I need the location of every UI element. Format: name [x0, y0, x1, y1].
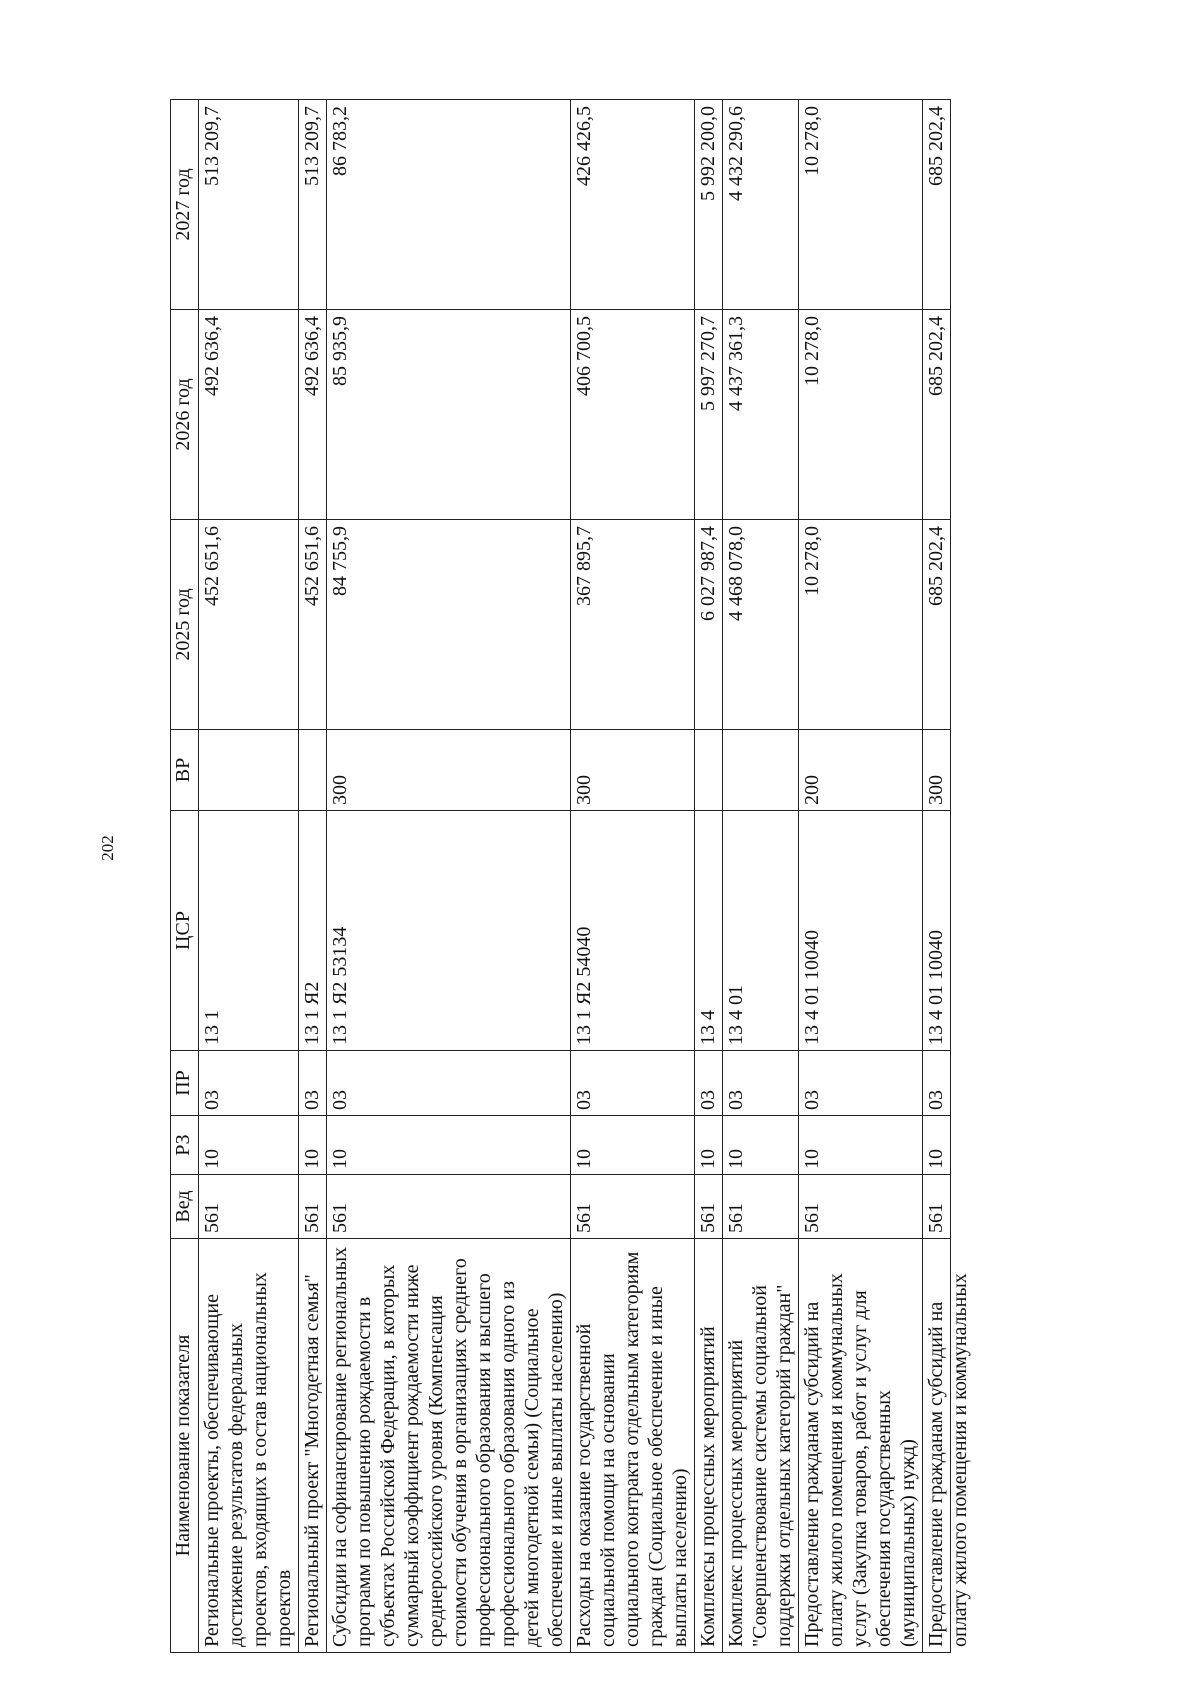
row-pr: 03 [923, 1051, 951, 1116]
row-name: Комплексы процессных мероприятий [695, 1239, 723, 1653]
row-vr: 300 [327, 730, 571, 811]
row-2027: 685 202,4 [923, 100, 951, 310]
row-pr: 03 [299, 1051, 327, 1116]
row-ved: 561 [199, 1175, 299, 1239]
row-vr [695, 730, 723, 811]
row-2026: 492 636,4 [299, 310, 327, 520]
row-name: Региональный проект "Многодетная семья" [299, 1239, 327, 1653]
row-pr: 03 [799, 1051, 923, 1116]
table-row [327, 100, 571, 1653]
table-row [723, 100, 799, 1653]
row-rz: 10 [299, 1116, 327, 1175]
row-pr: 03 [723, 1051, 799, 1116]
table-row [199, 100, 299, 1653]
row-pr: 03 [327, 1051, 571, 1116]
row-csr: 13 4 [695, 811, 723, 1051]
row-vr: 300 [923, 730, 951, 811]
row-rz: 10 [923, 1116, 951, 1175]
row-vr [199, 730, 299, 811]
row-pr: 03 [199, 1051, 299, 1116]
table-row [923, 100, 951, 1653]
row-2026: 5 997 270,7 [695, 310, 723, 520]
row-name: Комплекс процессных мероприятий "Совершенствование системы социальной поддержки отдельных категорий граждан" [723, 1239, 799, 1653]
row-csr: 13 4 01 10040 [799, 811, 923, 1051]
row-vr [299, 730, 327, 811]
header-name: Наименование показателя [171, 1239, 199, 1653]
table-row [571, 100, 695, 1653]
header-ved: Вед [171, 1175, 199, 1239]
header-pr: ПР [171, 1051, 199, 1116]
row-ved: 561 [923, 1175, 951, 1239]
table-row [695, 100, 723, 1653]
row-rz: 10 [327, 1116, 571, 1175]
row-ved: 561 [723, 1175, 799, 1239]
row-2025: 10 278,0 [799, 520, 923, 730]
row-name: Региональные проекты, обеспечивающие достижение результатов федеральных проектов, входящих в состав национальных проектов [199, 1239, 299, 1653]
row-ved: 561 [327, 1175, 571, 1239]
row-2027: 513 209,7 [199, 100, 299, 310]
table-header-row [171, 100, 199, 1653]
row-rz: 10 [199, 1116, 299, 1175]
row-2025: 6 027 987,4 [695, 520, 723, 730]
row-2026: 685 202,4 [923, 310, 951, 520]
row-2025: 84 755,9 [327, 520, 571, 730]
row-2027: 5 992 200,0 [695, 100, 723, 310]
row-ved: 561 [695, 1175, 723, 1239]
header-2025: 2025 год [171, 520, 199, 730]
row-2026: 492 636,4 [199, 310, 299, 520]
row-rz: 10 [799, 1116, 923, 1175]
header-rz: РЗ [171, 1116, 199, 1175]
row-2026: 85 935,9 [327, 310, 571, 520]
row-2025: 367 895,7 [571, 520, 695, 730]
row-csr: 13 4 01 [723, 811, 799, 1051]
row-2026: 10 278,0 [799, 310, 923, 520]
row-2025: 452 651,6 [199, 520, 299, 730]
header-vr: ВР [171, 730, 199, 811]
table-row [299, 100, 327, 1653]
row-csr: 13 1 Я2 [299, 811, 327, 1051]
row-2025: 452 651,6 [299, 520, 327, 730]
row-ved: 561 [799, 1175, 923, 1239]
row-csr: 13 1 Я2 53134 [327, 811, 571, 1051]
row-csr: 13 4 01 10040 [923, 811, 951, 1051]
row-2027: 86 783,2 [327, 100, 571, 310]
row-2026: 4 437 361,3 [723, 310, 799, 520]
row-2027: 513 209,7 [299, 100, 327, 310]
row-rz: 10 [723, 1116, 799, 1175]
budget-table-sheet [170, 100, 1090, 1653]
row-name [923, 1239, 971, 1653]
header-csr: ЦСР [171, 811, 199, 1051]
row-rz: 10 [695, 1116, 723, 1175]
row-ved: 561 [299, 1175, 327, 1239]
row-vr: 200 [799, 730, 923, 811]
row-pr: 03 [571, 1051, 695, 1116]
budget-table [170, 99, 971, 1653]
row-pr: 03 [695, 1051, 723, 1116]
row-2025: 4 468 078,0 [723, 520, 799, 730]
header-2027: 2027 год [171, 100, 199, 310]
row-2025: 685 202,4 [923, 520, 951, 730]
row-2027: 426 426,5 [571, 100, 695, 310]
row-ved: 561 [571, 1175, 695, 1239]
row-name: Расходы на оказание государственной социальной помощи на основании социального контракта отдельным категориям граждан (Социальное обеспечение и иные выплаты населению) [571, 1239, 695, 1653]
row-vr [723, 730, 799, 811]
row-name: Субсидии на софинансирование региональных программ по повышению рождаемости в субъектах Российской Федерации, в которых суммарный коэффициент рождаемости ниже среднероссийского уровня (Компенсация стоимости обучения в организациях среднего профессионального образования и высшего профессионального образования одного из детей многодетной семьи) (Социальное обеспечение и иные выплаты населению) [327, 1239, 571, 1653]
header-2026: 2026 год [171, 310, 199, 520]
row-2027: 10 278,0 [799, 100, 923, 310]
row-2027: 4 432 290,6 [723, 100, 799, 310]
row-2026: 406 700,5 [571, 310, 695, 520]
row-vr: 300 [571, 730, 695, 811]
row-name: Предоставление гражданам субсидий на оплату жилого помещения и коммунальных услуг (Закупка товаров, работ и услуг для обеспечения государственных (муниципальных) нужд) [799, 1239, 923, 1653]
row-csr: 13 1 [199, 811, 299, 1051]
row-csr: 13 1 Я2 54040 [571, 811, 695, 1051]
page-number: 202 [98, 835, 117, 861]
row-name-text: Предоставление гражданам субсидий на оплату жилого помещения и коммунальных [925, 1273, 971, 1647]
row-rz: 10 [571, 1116, 695, 1175]
table-row [799, 100, 923, 1653]
